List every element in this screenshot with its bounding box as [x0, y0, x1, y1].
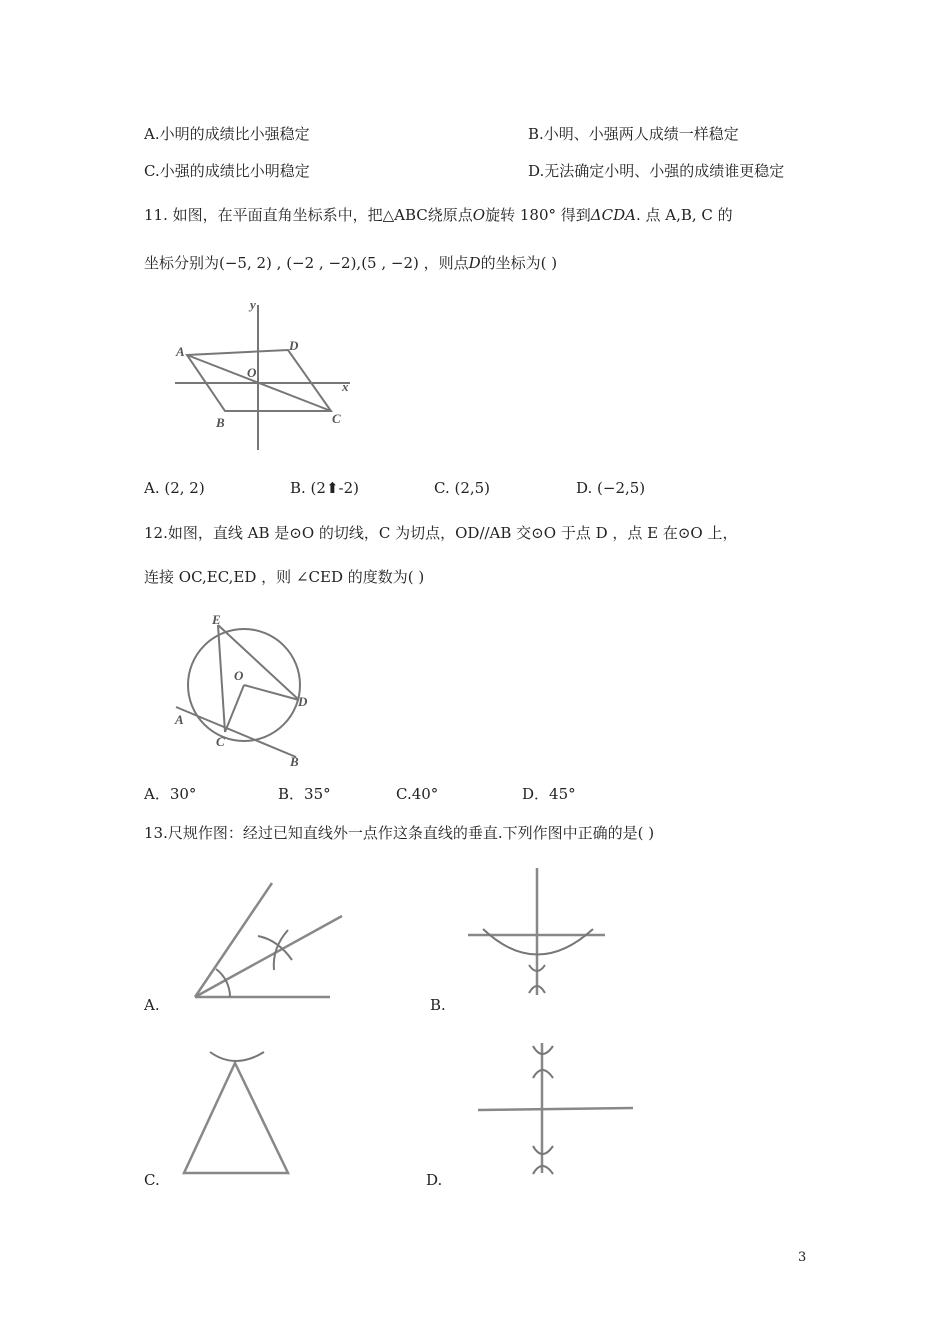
- q11-stem-part4: 坐标分别为(−5, 2) , (−2 , −2),(5 , −2) ，则点: [144, 254, 469, 272]
- q11-option-b: B. (2⬆-2): [290, 479, 359, 497]
- q12-figure: [170, 612, 320, 772]
- q11-stem-part3: . 点 A,B, C 的: [635, 206, 733, 224]
- q10-option-d: D.无法确定小明、小强的成绩谁更稳定: [528, 162, 785, 180]
- q11-figure: [170, 295, 380, 455]
- q11-triangle-cda: ΔCDA: [590, 206, 636, 224]
- q11-option-c: C. (2,5): [434, 479, 491, 497]
- q11-origin-symbol: O: [472, 206, 486, 224]
- q11-label-o: O: [247, 365, 257, 380]
- q13c-arc-mark: [210, 1052, 264, 1061]
- q12-label-b: B: [290, 754, 299, 769]
- q12-segment-ec: [218, 625, 225, 732]
- q12-label-o: O: [234, 668, 244, 683]
- q13-figure-d: [475, 1038, 635, 1178]
- q10-option-c: C.小强的成绩比小明稳定: [144, 162, 310, 180]
- q12-tangent-ab: [176, 707, 296, 757]
- q11-stem-line1: [144, 205, 733, 225]
- q11-stem-line2: [144, 253, 557, 273]
- q12-stem-line2: 连接 OC,EC,ED ，则 ∠CED 的度数为( ): [144, 568, 425, 586]
- q13-figure-a: [190, 878, 340, 1003]
- q10-option-b: B.小明、小强两人成绩一样稳定: [528, 125, 739, 143]
- q13d-horizontal: [478, 1108, 633, 1110]
- q11-point-d: D: [468, 254, 481, 272]
- q11-stem-part2: 旋转 180° 得到: [485, 206, 591, 224]
- q12-option-b: B．35°: [278, 785, 331, 803]
- q13-stem-line1: 13.尺规作图：经过已知直线外一点作这条直线的垂直.下列作图中正确的是( ): [144, 824, 655, 842]
- q13-figure-c: [180, 1048, 295, 1178]
- q13-figure-b: [465, 865, 610, 1000]
- q11-label-a: A: [176, 344, 185, 359]
- q12-label-c: C: [216, 734, 225, 749]
- q13a-ray-upper: [195, 883, 272, 997]
- q11-label-x: x: [342, 379, 349, 394]
- q13-option-b: B.: [430, 996, 446, 1014]
- q10-option-a: A.小明的成绩比小强稳定: [144, 125, 310, 143]
- q12-label-d: D: [298, 694, 308, 709]
- q11-stem-part1: 11. 如图，在平面直角坐标系中，把△ABC绕原点: [144, 206, 473, 224]
- q11-label-d: D: [289, 338, 299, 353]
- q12-option-a: A．30°: [144, 785, 197, 803]
- q13-option-a: A.: [144, 996, 160, 1014]
- q11-stem-part5: 的坐标为( ): [480, 254, 558, 272]
- q13-option-d: D.: [426, 1171, 443, 1189]
- q11-option-a: A. (2, 2): [144, 479, 205, 497]
- q12-label-e: E: [212, 612, 221, 627]
- q13-option-c: C.: [144, 1171, 160, 1189]
- q12-label-a: A: [175, 712, 184, 727]
- q12-option-c: C.40°: [396, 785, 439, 803]
- q12-stem-line1: 12.如图，直线 AB 是⊙O 的切线，C 为切点，OD//AB 交⊙O 于点 D ，点 E 在⊙O 上，: [144, 524, 738, 542]
- page-number: 3: [798, 1250, 807, 1265]
- q11-label-b: B: [216, 415, 225, 430]
- q11-label-y: y: [250, 297, 256, 312]
- q11-label-c: C: [332, 411, 341, 426]
- q12-segment-oc: [225, 685, 244, 732]
- q13a-bisector: [195, 916, 342, 997]
- q11-option-d: D. (−2,5): [576, 479, 646, 497]
- q13c-triangle: [184, 1063, 288, 1173]
- q12-option-d: D．45°: [522, 785, 576, 803]
